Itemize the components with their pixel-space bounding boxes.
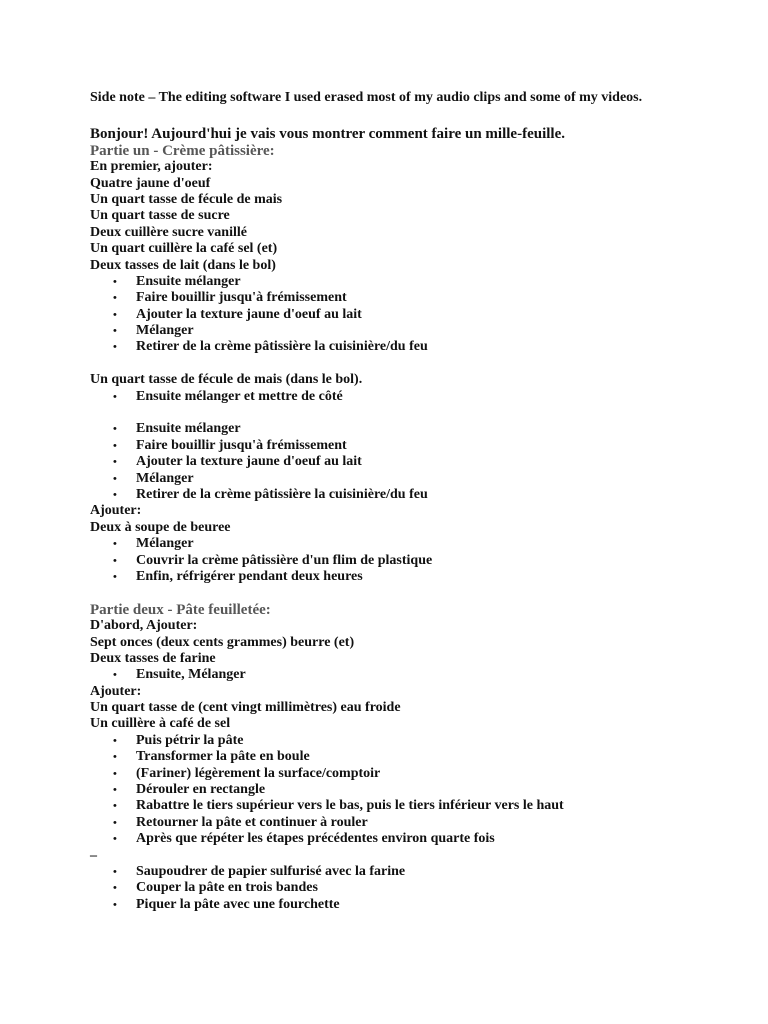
bullet-icon: • — [113, 882, 117, 895]
list-item-text: Ensuite mélanger — [136, 421, 241, 437]
list-item — [90, 487, 710, 503]
bullet-icon: • — [113, 898, 117, 911]
list-item — [90, 307, 710, 323]
text-line: En premier, ajouter: — [90, 159, 213, 175]
bullet-icon: • — [113, 833, 117, 846]
bullet-icon: • — [113, 275, 117, 288]
spacer — [90, 585, 710, 601]
list-item-text: Couvrir la crème pâtissière d'un flim de plastique — [136, 552, 433, 568]
intro-line: Bonjour! Aujourd'hui je vais vous montrer comment faire un mille-feuille. — [90, 126, 565, 143]
bullet-icon: • — [113, 816, 117, 829]
text-line: Ajouter: — [90, 683, 142, 699]
bullet-icon: • — [113, 669, 117, 682]
bullet-icon: • — [113, 570, 117, 583]
part1-ingredients — [90, 159, 710, 274]
text-line: Sept onces (deux cents grammes) beurre (et) — [90, 634, 355, 650]
text-line: Un quart cuillère la café sel (et) — [90, 241, 278, 257]
list-item — [90, 798, 710, 814]
list-item — [90, 749, 710, 765]
text-line: Deux cuillère sucre vanillé — [90, 224, 247, 240]
list-item — [90, 782, 710, 798]
part2-heading: Partie deux - Pâte feuilletée: — [90, 601, 271, 618]
part1-steps-list-b — [90, 389, 710, 405]
list-item-text: Faire bouillir jusqu'à frémissement — [136, 437, 347, 453]
list-item — [90, 880, 710, 896]
list-item-text: Retirer de la crème pâtissière la cuisinière/du feu — [136, 339, 428, 355]
list-item-text: Retirer de la crème pâtissière la cuisinière/du feu — [136, 486, 428, 502]
text-line: Un quart tasse de fécule de mais — [90, 191, 283, 207]
list-item — [90, 471, 710, 487]
bullet-icon: • — [113, 472, 117, 485]
list-item — [90, 290, 710, 306]
list-item — [90, 864, 710, 880]
list-item-text: Ajouter la texture jaune d'oeuf au lait — [136, 454, 362, 470]
part1-steps-list-c — [90, 421, 710, 503]
list-item-text: Mélanger — [136, 323, 194, 339]
bullet-icon: • — [113, 308, 117, 321]
list-item — [90, 815, 710, 831]
bullet-icon: • — [113, 488, 117, 501]
spacer — [90, 405, 710, 421]
list-item — [90, 766, 710, 782]
bullet-icon: • — [113, 390, 117, 403]
list-item — [90, 831, 710, 847]
part1-steps-list-d — [90, 536, 710, 585]
spacer — [90, 106, 710, 126]
text-line: Ajouter: — [90, 503, 142, 519]
bullet-icon: • — [113, 456, 117, 469]
side-note: Side note – The editing software I used erased most of my audio clips and some of my videos. — [90, 90, 643, 105]
list-item — [90, 389, 710, 405]
list-item — [90, 438, 710, 454]
spacer — [90, 356, 710, 372]
bullet-icon: • — [113, 800, 117, 813]
part1-steps-list-a — [90, 274, 710, 356]
list-item-text: Saupoudrer de papier sulfurisé avec la farine — [136, 863, 406, 879]
text-line: D'abord, Ajouter: — [90, 618, 198, 634]
bullet-icon: • — [113, 734, 117, 747]
list-item-text: Transformer la pâte en boule — [136, 749, 310, 765]
list-item-text: Mélanger — [136, 470, 194, 486]
bullet-icon: • — [113, 554, 117, 567]
bullet-icon: • — [113, 538, 117, 551]
list-item-text: Ensuite mélanger — [136, 273, 241, 289]
list-item-text: Piquer la pâte avec une fourchette — [136, 896, 340, 912]
text-line: Un quart tasse de sucre — [90, 208, 230, 224]
list-item-text: Ajouter la texture jaune d'oeuf au lait — [136, 306, 362, 322]
text-line: Un quart tasse de fécule de mais (dans le bol). — [90, 372, 363, 388]
bullet-icon: • — [113, 439, 117, 452]
bullet-icon: • — [113, 341, 117, 354]
list-item-text: Après que répéter les étapes précédentes environ quarte fois — [136, 831, 495, 847]
text-line: Quatre jaune d'oeuf — [90, 175, 211, 191]
list-item — [90, 421, 710, 437]
list-item — [90, 569, 710, 585]
text-line: Deux à soupe de beuree — [90, 519, 231, 535]
part2-steps-list-c — [90, 864, 710, 913]
bullet-icon: • — [113, 423, 117, 436]
list-item-text: Enfin, réfrigérer pendant deux heures — [136, 568, 363, 584]
list-item — [90, 339, 710, 355]
list-item — [90, 897, 710, 913]
list-item — [90, 733, 710, 749]
list-item-text: Dérouler en rectangle — [136, 782, 266, 798]
text-line: Deux tasses de lait (dans le bol) — [90, 257, 276, 273]
list-item-text: Couper la pâte en trois bandes — [136, 880, 318, 896]
list-item-text: Retourner la pâte et continuer à rouler — [136, 814, 368, 830]
bullet-icon: • — [113, 767, 117, 780]
list-item-text: Faire bouillir jusqu'à frémissement — [136, 290, 347, 306]
text-line: Un cuillère à café de sel — [90, 716, 231, 732]
bullet-icon: • — [113, 325, 117, 338]
part1-heading: Partie un - Crème pâtissière: — [90, 142, 275, 159]
bullet-icon: • — [113, 751, 117, 764]
part2-steps-list-a — [90, 667, 710, 683]
list-item-text: (Fariner) légèrement la surface/comptoir — [136, 765, 381, 781]
list-item — [90, 454, 710, 470]
bullet-icon: • — [113, 784, 117, 797]
bullet-icon: • — [113, 865, 117, 878]
list-item-text: Puis pétrir la pâte — [136, 732, 244, 748]
text-line: Un quart tasse de (cent vingt millimètres) eau froide — [90, 700, 401, 716]
list-item — [90, 536, 710, 552]
bullet-icon: • — [113, 292, 117, 305]
list-item — [90, 553, 710, 569]
list-item — [90, 323, 710, 339]
list-item-text: Ensuite mélanger et mettre de côté — [136, 388, 343, 404]
text-line: Deux tasses de farine — [90, 650, 216, 666]
dash-line: – — [90, 847, 97, 863]
list-item — [90, 274, 710, 290]
part2-steps-list-b — [90, 733, 710, 848]
list-item — [90, 667, 710, 683]
list-item-text: Ensuite, Mélanger — [136, 667, 246, 683]
list-item-text: Mélanger — [136, 536, 194, 552]
list-item-text: Rabattre le tiers supérieur vers le bas, puis le tiers inférieur vers le haut — [136, 798, 564, 814]
document-page — [90, 90, 710, 913]
